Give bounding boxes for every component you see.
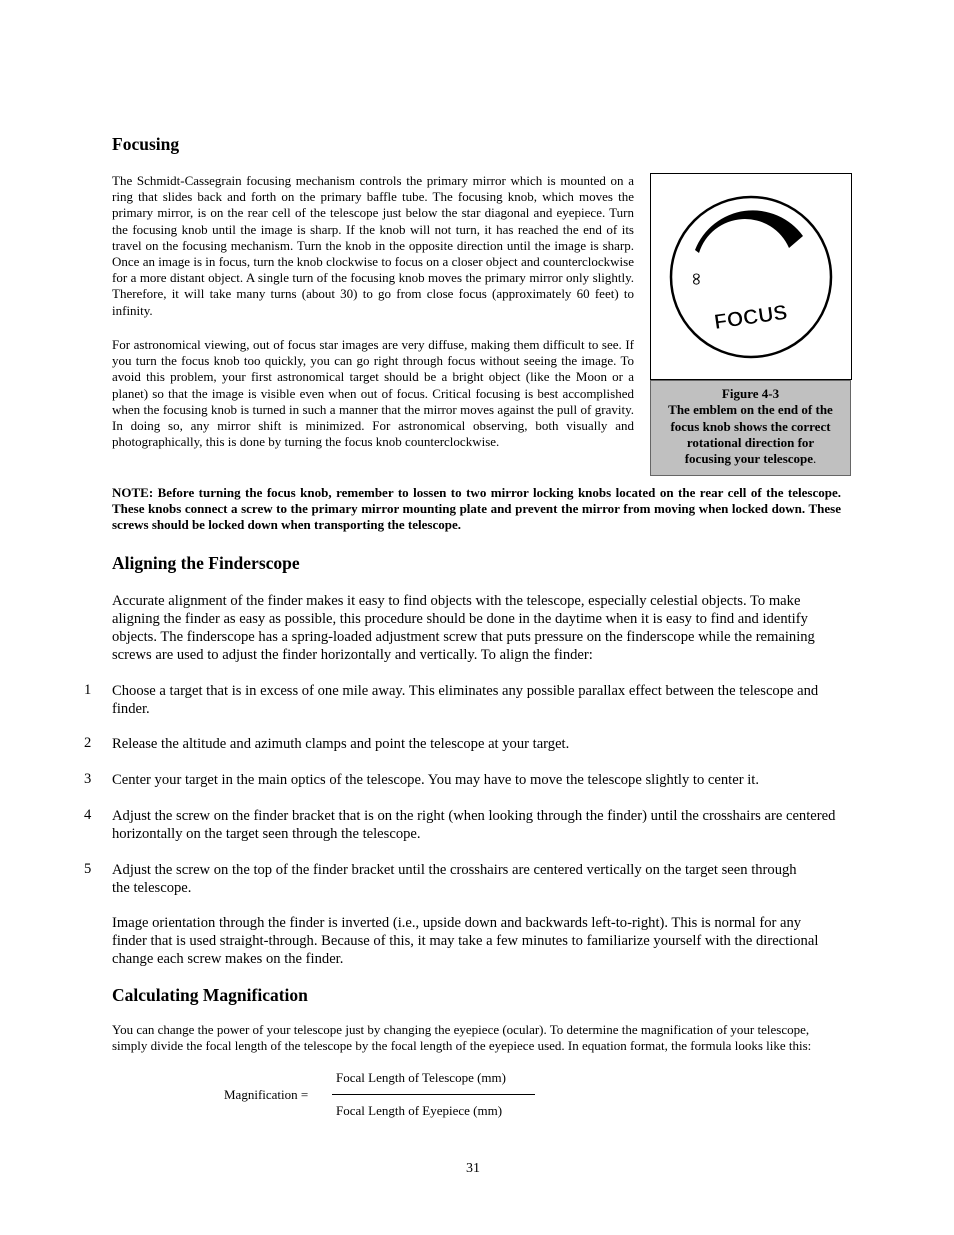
focusing-heading: Focusing [112,134,180,154]
magnification-heading: Calculating Magnification [112,985,308,1005]
step-text: Adjust the screw on the finder bracket that is on the right (when looking through the finder) until the crosshairs are centered horizontally on the target seen through the telescope. [112,808,836,842]
figure-caption-body [651,402,850,467]
step-text: Center your target in the main optics of the telescope. You may have to move the telescope slightly to center it. [112,772,759,788]
step-number: 1 [84,682,92,698]
figure-caption-text: The emblem on the end of the focus knob shows the correct rotational direction for focusing your telescope [668,402,833,467]
step-number: 2 [84,735,92,751]
figure-caption-title: Figure 4-3 [721,386,780,401]
fraction-bar [332,1094,535,1095]
focusing-note: NOTE: Before turning the focus knob, remember to lossen to two mirror locking knobs located on the rear cell of the telescope. These knobs connect a screw to the primary mirror mounting plate and prevent the mirror from moving when locked down. These screws should be locked down when transporting the telescope. [112,485,841,533]
magnification-paragraph: You can change the power of your telescope just by changing the eyepiece (ocular). To determine the magnification of your telescope, simply divide the focal length of the telescope by the focal length of the eyepiece used. In equation format, the formula looks like this: [112,1022,812,1054]
formula-denominator: Focal Length of Eyepiece (mm) [336,1103,503,1118]
focusing-paragraph-1: The Schmidt-Cassegrain focusing mechanism controls the primary mirror which is mounted on a ring that slides back and forth on the primary baffle tube. The focusing knob, which moves the primary mirror, is on the rear cell of the telescope just below the star diagonal and eyepiece. Turn the focusing knob until the image is sharp. If the knob will not turn, it has reached the end of its travel on the focusing mechanism. Turn the knob in the opposite direction until the image is sharp. Once an image is in focus, turn the knob clockwise to focus on a closer object and counterclockwise for a more distant object. A single turn of the focusing knob moves the primary mirror only slightly. Therefore, it will take many turns (about 30) to go from close focus (approximately 60 feet) to infinity. [112,173,634,318]
step-number: 3 [84,771,92,787]
focusing-paragraph-2: For astronomical viewing, out of focus star images are very diffuse, making them difficult to see. If you turn the focus knob too quickly, you can go right through focus without seeing the image. To avoid this problem, your first astronomical target should be a bright object (like the Moon or a planet) so that the image is visible even when out of focus. Critical focusing is best accomplished when the focusing knob is turned in such a manner that the mirror moves against the pull of gravity. In doing so, any mirror shift is minimized. For astronomical observing, both visually and photographically, this is done by turning the focus knob counterclockwise. [112,337,634,450]
step-text: Choose a target that is in excess of one mile away. This eliminates any possible parallax effect between the telescope and finder. [112,683,819,717]
step-text: Release the altitude and azimuth clamps and point the telescope at your target. [112,736,570,752]
formula-numerator: Focal Length of Telescope (mm) [336,1070,506,1085]
focus-knob-emblem [651,174,851,379]
figure-caption [650,380,851,476]
finder-orientation-note: Image orientation through the finder is inverted (i.e., upside down and backwards left-to-right). This is normal for any finder that is used straight-through. Because of this, it may take a few minutes to familiarize yourself with the directional change each screw makes on the finder. [112,915,819,967]
step-number: 5 [84,861,92,877]
finder-heading: Aligning the Finderscope [112,553,300,573]
focus-label: FOCUS [712,301,789,335]
infinity-icon: ∞ [686,271,707,287]
formula-label: Magnification = [224,1087,309,1102]
focus-knob-figure [650,173,852,380]
step-number: 4 [84,807,92,823]
step-text: Adjust the screw on the top of the finder bracket until the crosshairs are centered vertically on the target seen through the telescope. [112,862,797,896]
finder-intro: Accurate alignment of the finder makes it easy to find objects with the telescope, especially celestial objects. To make aligning the finder as easy as possible, this procedure should be done in the daytime when it is easy to find and identify objects. The finderscope has a spring-loaded adjustment screw that puts pressure on the finderscope while the remaining screws are used to adjust the finder horizontally and vertically. To align the finder: [112,593,815,663]
page-number: 31 [466,1161,480,1176]
figure-caption-period: . [813,451,817,467]
